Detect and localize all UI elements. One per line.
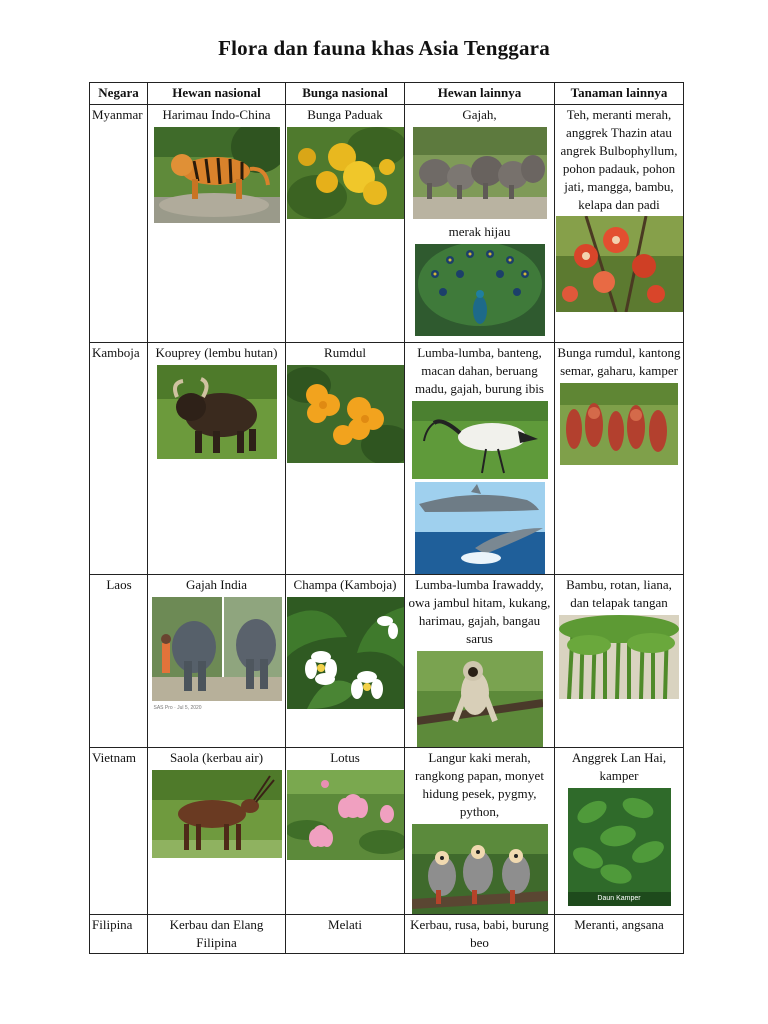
other-animals-subtext: merak hijau — [448, 224, 511, 239]
dolphins-photo — [415, 482, 545, 574]
country-cell — [90, 915, 148, 954]
paduak-flower-photo — [287, 127, 404, 219]
national-flower-cell — [286, 105, 405, 343]
other-plants-text: Bambu, rotan, liana, dan telapak tangan — [566, 577, 672, 610]
animal-name: Gajah India — [185, 577, 247, 592]
country-cell — [90, 343, 148, 575]
animal-name: Kerbau dan Elang Filipina — [169, 917, 264, 950]
country-cell — [90, 748, 148, 915]
bamboo-photo — [559, 615, 679, 699]
national-flower-cell — [286, 343, 405, 575]
other-plants-cell — [555, 343, 684, 575]
national-animal-cell — [148, 575, 286, 748]
rumdul-flower-photo — [287, 365, 404, 463]
country-name: Filipina — [92, 917, 133, 932]
national-flower-cell — [286, 915, 405, 954]
table-row-vietnam — [90, 748, 684, 915]
photo-caption: SAS Pro · Jul 5, 2020 — [153, 705, 202, 711]
other-plants-text: Anggrek Lan Hai, kamper — [571, 750, 667, 783]
other-animals-cell — [405, 748, 555, 915]
gibbon-photo — [417, 651, 543, 747]
animal-name: Harimau Indo-China — [162, 107, 271, 122]
header-tanaman-lainnya: Tanaman lainnya — [555, 83, 684, 105]
country-name: Laos — [106, 577, 132, 592]
other-animals-text: Langur kaki merah, rangkong papan, monyet hidung pesek, pygmy, python, — [415, 750, 544, 819]
header-hewan-lainnya: Hewan lainnya — [405, 83, 555, 105]
table-row-laos — [90, 575, 684, 748]
other-animals-cell — [405, 343, 555, 575]
tiger-photo — [154, 127, 280, 223]
header-hewan-nasional: Hewan nasional — [148, 83, 286, 105]
other-plants-cell — [555, 915, 684, 954]
other-plants-cell — [555, 748, 684, 915]
national-animal-cell — [148, 915, 286, 954]
other-plants-text: Bunga rumdul, kantong semar, gaharu, kamper — [557, 345, 681, 378]
indian-elephant-photo — [152, 597, 282, 711]
national-animal-cell — [148, 343, 286, 575]
country-name: Kamboja — [92, 345, 140, 360]
flower-name: Lotus — [330, 750, 360, 765]
country-name: Vietnam — [92, 750, 136, 765]
national-flower-cell — [286, 748, 405, 915]
ibis-photo — [412, 401, 548, 479]
flower-name: Bunga Paduak — [307, 107, 383, 122]
other-plants-cell — [555, 105, 684, 343]
flower-name: Melati — [328, 917, 362, 932]
national-flower-cell — [286, 575, 405, 748]
elephants-photo — [413, 127, 547, 219]
animal-name: Kouprey (lembu hutan) — [155, 345, 278, 360]
camphor-leaves-photo — [568, 788, 671, 906]
other-animals-cell — [405, 575, 555, 748]
photo-caption: Daun Kamper — [597, 895, 641, 902]
other-animals-text: Gajah, — [462, 107, 497, 122]
other-plants-cell — [555, 575, 684, 748]
page-title: Flora dan fauna khas Asia Tenggara — [218, 36, 550, 60]
kouprey-photo — [157, 365, 277, 459]
animal-name: Saola (kerbau air) — [169, 750, 264, 765]
flora-fauna-table — [89, 82, 684, 954]
other-animals-text: Lumba-lumba, banteng, macan dahan, beruang madu, gajah, burung ibis — [415, 345, 544, 396]
country-cell — [90, 575, 148, 748]
other-plants-text: Teh, meranti merah, anggrek Thazin atau angrek Bulbophyllum, pohon padauk, pohon jati, mangga, bambu, kelapa dan padi — [560, 107, 678, 212]
header-negara: Negara — [90, 83, 148, 105]
national-animal-cell — [148, 748, 286, 915]
table-row-kamboja — [90, 343, 684, 575]
other-animals-text: Lumba-lumba Irawaddy, owa jambul hitam, kukang, harimau, gajah, bangau sarus — [408, 577, 551, 646]
douc-langur-photo — [412, 824, 548, 914]
pitcher-plant-photo — [560, 383, 678, 465]
national-animal-cell — [148, 105, 286, 343]
other-animals-cell — [405, 915, 555, 954]
saola-photo — [152, 770, 282, 858]
header-bunga-nasional: Bunga nasional — [286, 83, 405, 105]
lotus-photo — [287, 770, 404, 860]
frangipani-photo — [287, 597, 404, 709]
table-row-myanmar — [90, 105, 684, 343]
header-row — [90, 83, 684, 105]
flower-name: Rumdul — [324, 345, 366, 360]
peacock-photo — [415, 244, 545, 336]
table-row-filipina — [90, 915, 684, 954]
country-cell — [90, 105, 148, 343]
other-animals-cell — [405, 105, 555, 343]
other-plants-text: Meranti, angsana — [574, 917, 664, 932]
country-name: Myanmar — [92, 107, 143, 122]
cannonball-flower-photo — [556, 216, 683, 312]
flower-name: Champa (Kamboja) — [293, 577, 397, 592]
other-animals-text: Kerbau, rusa, babi, burung beo — [410, 917, 549, 950]
